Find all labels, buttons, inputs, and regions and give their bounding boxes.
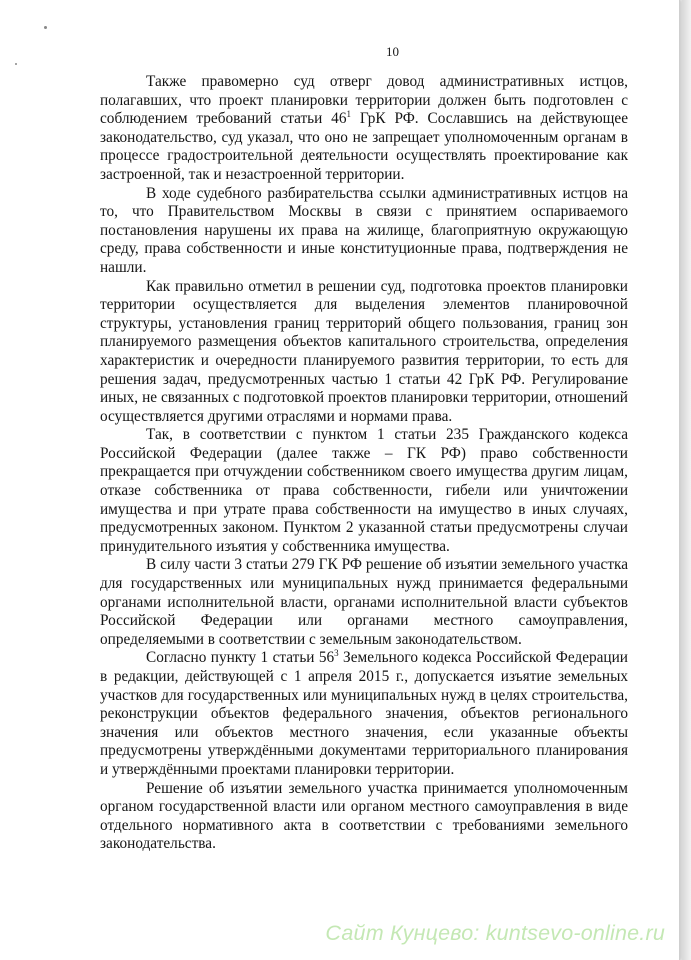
paragraph: Также правомерно суд отверг довод административных истцов, полагавших, что проект планировки территории должен быть подготовлен с соблюдением требований статьи $46^1$ ГрК РФ. Сославшись на действующее законодательство, суд указал, что оно не запрещает уполномоченным органам в процессе градостроительной деятельности осуществлять проектирование как застроенной, так и незастроенной территории. xyxy=(100,73,628,183)
paragraph: Как правильно отметил в решении суд, подготовка проектов планировки территории осуществляется для выделения элементов планировочной структуры, установления границ территорий общего пользования, границ зон планируемого размещения объектов капитального строительства, определения характеристик и очередности планируемого развития территории, то есть для решения задач, предусмотренных частью 1 статьи 42 ГрК РФ. Регулирование иных, не связанных с подготовкой проектов планировки территории, отношений осуществляется другими отраслями и нормами права. xyxy=(100,277,628,425)
paragraph: В силу части 3 статьи 279 ГК РФ решение об изъятии земельного участка для государственных или муниципальных нужд принимается федеральными органами исполнительной власти, органами исполнительной власти субъектов Российской Федерации или органами местного самоуправления, определяемыми в соответствии с земельным законодательством. xyxy=(100,556,628,648)
paragraph: Так, в соответствии с пунктом 1 статьи 235 Гражданского кодекса Российской Федерации (далее также – ГК РФ) право собственности прекращается при отчуждении собственником своего имущества другим лицам, отказе собственника от права собственности, гибели или уничтожении имущества и при утрате права собственности на имущество в иных случаях, предусмотренных законом. Пунктом 2 указанной статьи предусмотрены случаи принудительного изъятия у собственника имущества. xyxy=(100,426,628,555)
document-body xyxy=(100,73,628,854)
paragraph: Согласно пункту 1 статьи $56^3$ Земельного кодекса Российской Федерации в редакции, действующей с 1 апреля 2015 г., допускается изъятие земельных участков для государственных или муниципальных нужд в целях строительства, реконструкции объектов федерального значения, объектов регионального значения или объектов местного значения, если указанные объекты предусмотрены утверждёнными документами территориального планирования и утверждёнными проектами планировки территории. xyxy=(100,648,628,778)
site-watermark: Сайт Кунцево: kuntsevo-online.ru xyxy=(325,921,665,945)
paragraph: Решение об изъятии земельного участка принимается уполномоченным органом государственной власти или органом местного самоуправления в виде отдельного нормативного акта в соответствии с требованиями земельного законодательства. xyxy=(100,779,628,853)
paragraph: В ходе судебного разбирательства ссылки административных истцов на то, что Правительством Москвы в связи с принятием оспариваемого постановления нарушены их права на жилище, благоприятную окружающую среду, права собственности и иные конституционные права, подтверждения не нашли. xyxy=(100,184,628,276)
scan-speck xyxy=(15,63,17,65)
scan-speck xyxy=(44,26,47,29)
scan-edge xyxy=(682,0,691,960)
page-number: 10 xyxy=(386,44,399,59)
